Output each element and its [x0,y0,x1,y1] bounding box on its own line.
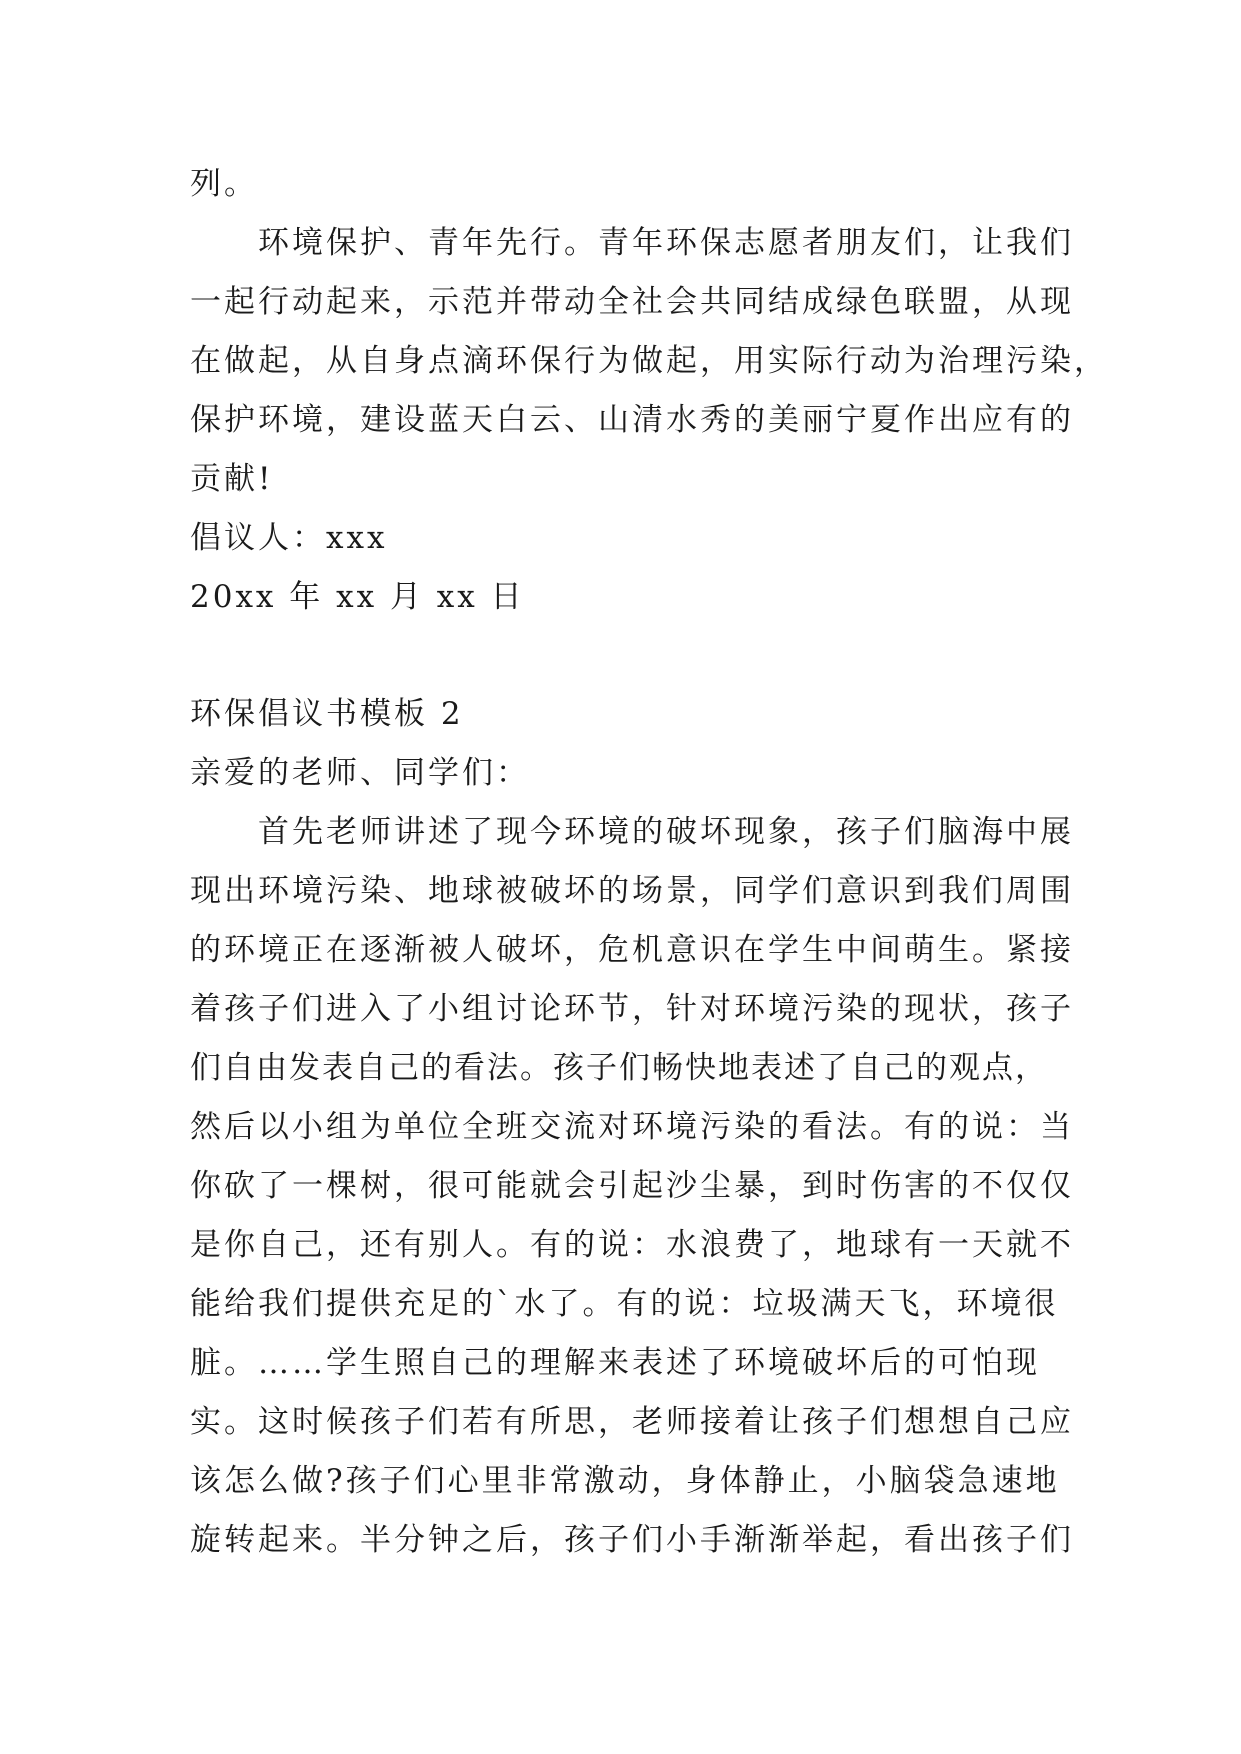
signer-line: 倡议人：xxx [190,520,388,556]
paragraph-2-line: 然后以小组为单位全班交流对环境污染的看法。有的说：当 [190,1109,1074,1145]
salutation: 亲爱的老师、同学们： [190,755,530,791]
paragraph-2-line: 旋转起来。半分钟之后，孩子们小手渐渐举起，看出孩子们 [190,1522,1074,1558]
paragraph-2-line: 的环境正在逐渐被人破坏，危机意识在学生中间萌生。紧接 [190,932,1074,968]
paragraph-1 [190,214,1108,509]
paragraph-2-line: 现出环境污染、地球被破坏的场景，同学们意识到我们周围 [190,873,1074,909]
paragraph-2-line: 脏。……学生照自己的理解来表述了环境破坏后的可怕现 [190,1345,1040,1381]
paragraph-2-line: 是你自己，还有别人。有的说：水浪费了，地球有一天就不 [190,1227,1074,1263]
paragraph-1-line: 在做起，从自身点滴环保行为做起，用实际行动为治理污染， [190,343,1108,379]
document-page [190,155,1108,1570]
paragraph-2-line: 实。这时候孩子们若有所思，老师接着让孩子们想想自己应 [190,1404,1074,1440]
section-spacer [190,627,1052,685]
paragraph-2 [190,803,1074,1570]
date-line: 20xx 年 xx 月 xx 日 [190,579,525,615]
section-title: 环保倡议书模板 2 [190,696,464,732]
paragraph-2-line: 你砍了一棵树，很可能就会引起沙尘暴，到时伤害的不仅仅 [190,1168,1074,1204]
paragraph-1-line: 环境保护、青年先行。青年环保志愿者朋友们，让我们 [258,225,1074,261]
paragraph-2-line: 着孩子们进入了小组讨论环节，针对环境污染的现状，孩子 [190,991,1074,1027]
paragraph-2-line: 们自由发表自己的看法。孩子们畅快地表述了自己的观点， [190,1050,1048,1086]
paragraph-2-line: 能给我们提供充足的`水了。有的说：垃圾满天飞，环境很 [190,1286,1059,1322]
paragraph-1-line: 一起行动起来，示范并带动全社会共同结成绿色联盟，从现 [190,284,1074,320]
paragraph-1-line: 贡献! [190,461,274,497]
continuation-text: 列。 [190,166,258,202]
paragraph-1-line: 保护环境，建设蓝天白云、山清水秀的美丽宁夏作出应有的 [190,402,1074,438]
paragraph-2-line: 该怎么做?孩子们心里非常激动，身体静止，小脑袋急速地 [190,1463,1060,1499]
paragraph-2-line: 首先老师讲述了现今环境的破坏现象，孩子们脑海中展 [258,814,1074,850]
